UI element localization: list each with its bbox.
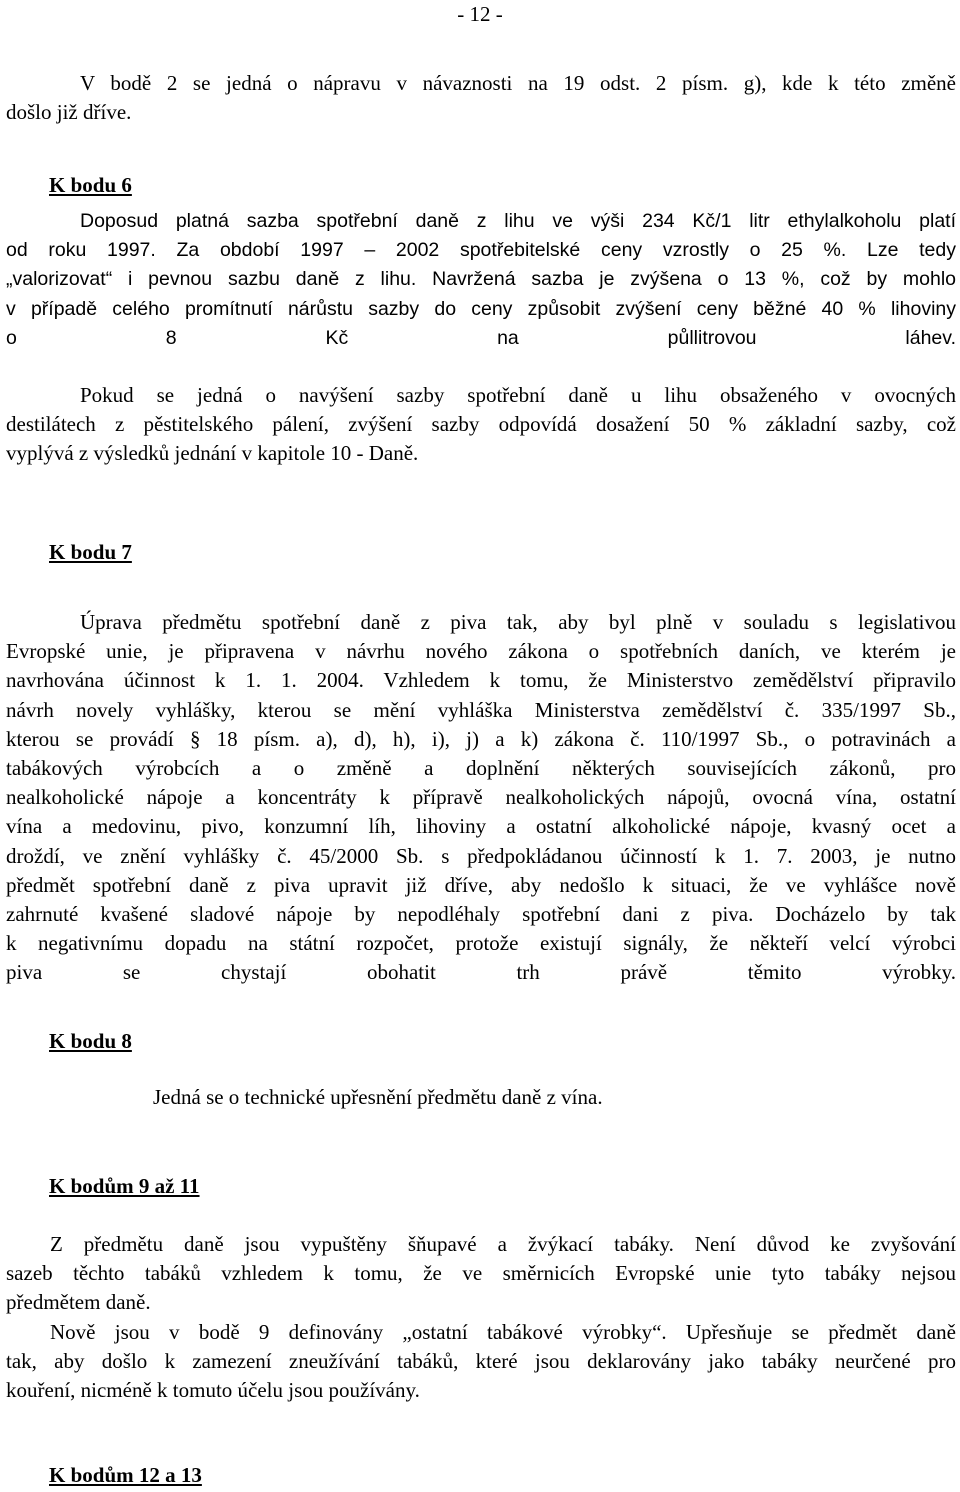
text-line: Jedná se o technické upřesnění předmětu daně z vína. <box>153 1085 603 1109</box>
page-number: - 12 - <box>457 2 503 26</box>
text-line: předmětem daně. <box>6 1290 151 1315</box>
paragraph-bod-8 <box>153 1083 933 1112</box>
text-line: navrhována účinnost k 1. 1. 2004. Vzhledem k tomu, že Ministerstvo zemědělství připravilo <box>6 668 956 693</box>
section-heading-bod-7: K bodu 7 <box>49 540 132 564</box>
text-line: Nově jsou v bodě 9 definovány „ostatní tabákové výrobky“. Upřesňuje se předmět daně <box>50 1320 956 1344</box>
section-heading-bod-8: K bodu 8 <box>49 1029 132 1053</box>
text-line: destilátech z pěstitelského pálení, zvýšení sazby odpovídá dosažení 50 % základní sazby, což <box>6 412 956 437</box>
paragraph-bod-7 <box>6 608 956 988</box>
text-line: v případě celého promítnutí nárůstu sazby do ceny způsobit zvýšení ceny běžné 40 % lihoviny <box>6 297 956 320</box>
text-line: předmět spotřební daně z piva upravit již dříve, aby nedošlo k situaci, že ve vyhlášce nově <box>6 872 956 897</box>
paragraph-bod-6 <box>6 207 956 353</box>
text-line: tak, aby došlo k zamezení zneužívání tabáků, které jsou deklarovány jako tabáky neurčené pro <box>6 1349 956 1374</box>
section-heading-bod-6: K bodu 6 <box>49 173 132 197</box>
text-line: došlo již dříve. <box>6 100 132 125</box>
text-line: V bodě 2 se jedná o nápravu v návaznosti na 19 odst. 2 písm. g), kde k této změně <box>80 71 956 95</box>
text-line: nealkoholické nápoje a koncentráty k přípravě nealkoholických nápojů, ovocná vína, ostatní <box>6 785 956 810</box>
text-line: návrh novely vyhlášky, kterou se mění vyhláška Ministerstva zemědělství č. 335/1997 Sb., <box>6 697 956 722</box>
text-line: vína a medovinu, pivo, konzumní líh, lihoviny a ostatní alkoholické nápoje, kvasný ocet a <box>6 814 956 839</box>
text-line: kouření, nicméně k tomuto účelu jsou používány. <box>6 1378 420 1403</box>
text-line: Úprava předmětu spotřební daně z piva tak, aby byl plně v souladu s legislativou <box>80 610 956 634</box>
text-line: Doposud platná sazba spotřební daně z lihu ve výši 234 Kč/1 litr ethylalkoholu platí <box>80 210 956 232</box>
paragraph-ostatni-tabakove-vyrobky <box>6 1318 956 1406</box>
text-line: zahrnuté kvašené sladové nápoje by nepodléhaly spotřební dani z piva. Docházelo by tak <box>6 902 956 927</box>
text-line: droždí, ve znění vyhlášky č. 45/2000 Sb. s předpokládanou účinností k 1. 7. 2003, je nutno <box>6 843 956 868</box>
text-line: vyplývá z výsledků jednání v kapitole 10 - Daně. <box>6 441 419 466</box>
text-line: piva se chystají obohatit trh právě těmito výrobky. <box>6 960 956 985</box>
text-line: Z předmětu daně jsou vypuštěny šňupavé a žvýkací tabáky. Není důvod ke zvyšování <box>50 1232 956 1256</box>
text-line: „valorizovat“ i pevnou sazbu daně z lihu. Navržená sazba je zvýšena o 13 %, což by mohlo <box>6 268 956 291</box>
text-line: o 8 Kč na půllitrovou láhev. <box>6 326 956 349</box>
text-line: kterou se provádí § 18 písm. a), d), h), i), j) a k) zákona č. 110/1997 Sb., o potravinách a <box>6 726 956 751</box>
text-line: Pokud se jedná o navýšení sazby spotřební daně u lihu obsaženého v ovocných <box>80 383 956 407</box>
text-line: tabákových výrobcích a o změně a doplnění některých souvisejících zákonů, pro <box>6 756 956 781</box>
text-line: sazeb těchto tabáků vzhledem k tomu, že ve směrnicích Evropské unie tyto tabáky nejsou <box>6 1261 956 1286</box>
paragraph-intro <box>6 69 956 127</box>
paragraph-bod-9-11 <box>6 1230 956 1318</box>
text-line: k negativnímu dopadu na státní rozpočet, protože existují signály, že někteří velcí výrobci <box>6 931 956 956</box>
text-line: Evropské unie, je připravena v návrhu nového zákona o spotřebních daních, ve kterém je <box>6 639 956 664</box>
section-heading-bod-12-13: K bodům 12 a 13 <box>49 1463 202 1487</box>
paragraph-pestitelske-paleni <box>6 381 956 469</box>
text-line: od roku 1997. Za období 1997 – 2002 spotřebitelské ceny vzrostly o 25 %. Lze tedy <box>6 239 956 262</box>
section-heading-bod-9-11: K bodům 9 až 11 <box>49 1174 200 1198</box>
